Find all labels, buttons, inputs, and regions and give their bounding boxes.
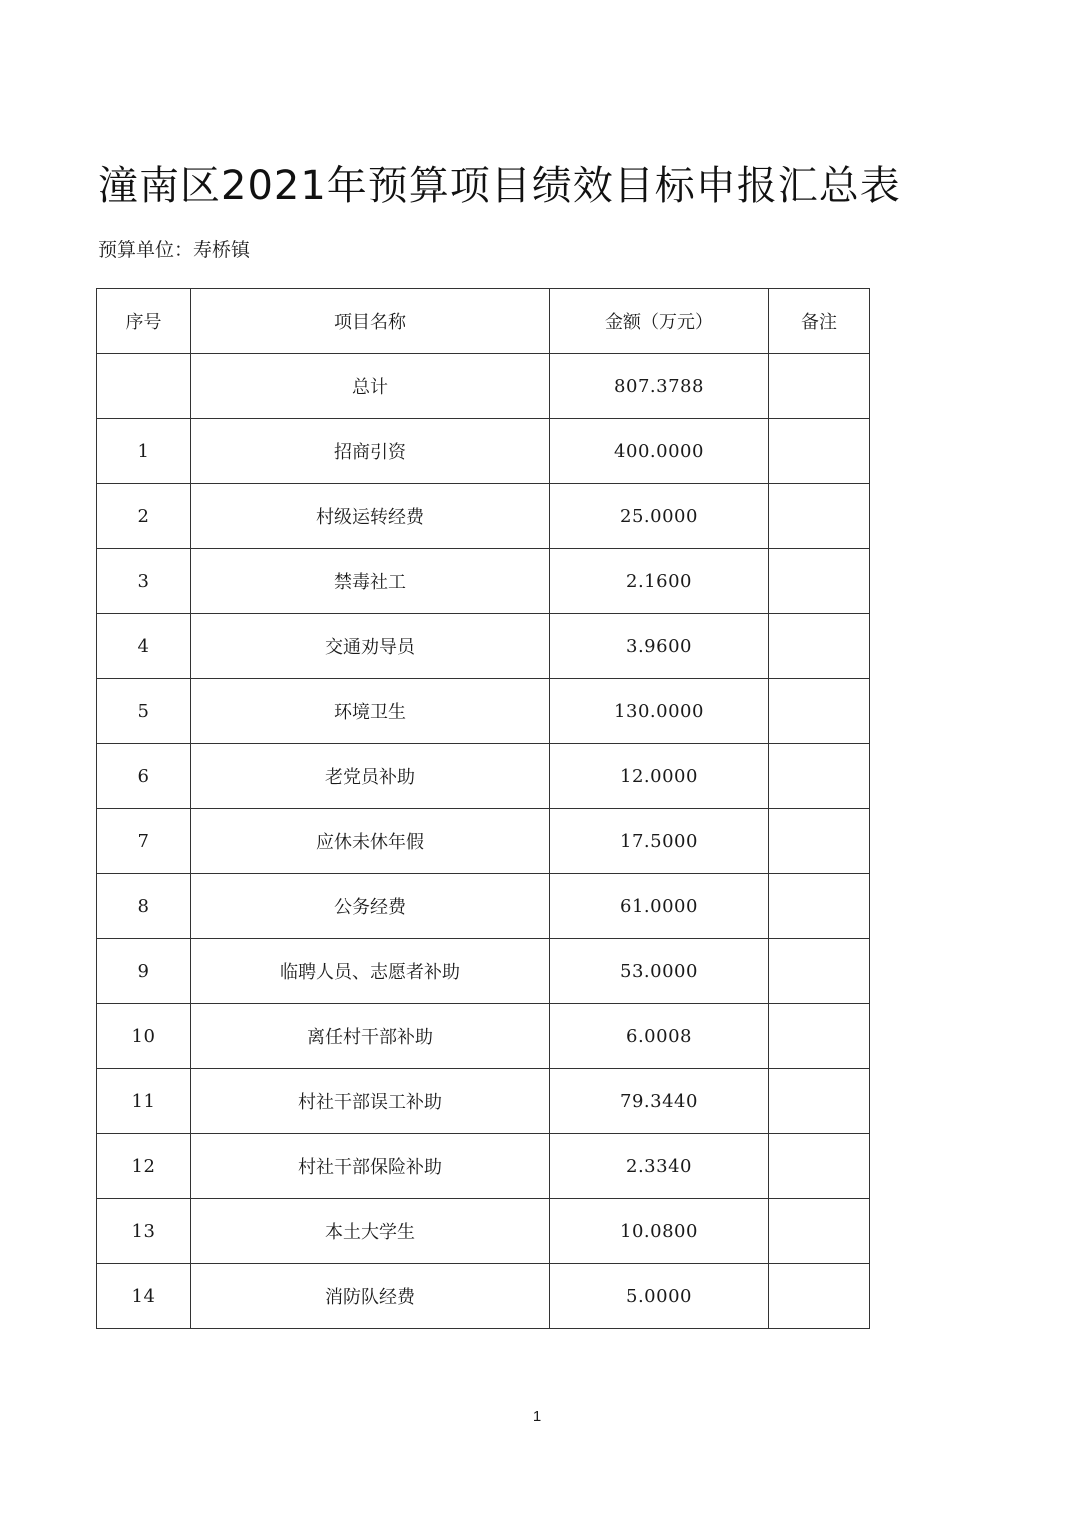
row-amount: 6.0008 (550, 1004, 769, 1069)
row-remarks (769, 809, 870, 874)
row-remarks (769, 484, 870, 549)
document-title: 潼南区2021年预算项目绩效目标申报汇总表 (98, 163, 901, 209)
row-project-name: 离任村干部补助 (191, 1004, 550, 1069)
budget-summary-table (96, 288, 870, 1329)
row-index: 8 (97, 874, 191, 939)
row-amount: 10.0800 (550, 1199, 769, 1264)
row-amount: 17.5000 (550, 809, 769, 874)
row-project-name: 村级运转经费 (191, 484, 550, 549)
row-amount: 2.3340 (550, 1134, 769, 1199)
row-project-name: 招商引资 (191, 419, 550, 484)
total-row (97, 354, 870, 419)
row-project-name: 禁毒社工 (191, 549, 550, 614)
table-row (97, 1134, 870, 1199)
row-amount: 400.0000 (550, 419, 769, 484)
row-project-name: 消防队经费 (191, 1264, 550, 1329)
row-amount: 79.3440 (550, 1069, 769, 1134)
table-row (97, 809, 870, 874)
table-header-row (97, 289, 870, 354)
row-remarks (769, 1199, 870, 1264)
table-row (97, 744, 870, 809)
row-remarks (769, 419, 870, 484)
row-index: 9 (97, 939, 191, 1004)
row-index: 7 (97, 809, 191, 874)
row-project-name: 交通劝导员 (191, 614, 550, 679)
row-index: 10 (97, 1004, 191, 1069)
row-amount: 61.0000 (550, 874, 769, 939)
budget-unit-label: 预算单位：寿桥镇 (98, 239, 251, 261)
row-index: 3 (97, 549, 191, 614)
table-row (97, 874, 870, 939)
row-remarks (769, 1134, 870, 1199)
row-remarks (769, 744, 870, 809)
row-project-name: 本土大学生 (191, 1199, 550, 1264)
row-amount: 25.0000 (550, 484, 769, 549)
row-index: 14 (97, 1264, 191, 1329)
row-remarks (769, 614, 870, 679)
row-index: 1 (97, 419, 191, 484)
row-index: 12 (97, 1134, 191, 1199)
table-row (97, 614, 870, 679)
total-amount: 807.3788 (550, 354, 769, 419)
row-index: 13 (97, 1199, 191, 1264)
row-remarks (769, 874, 870, 939)
row-amount: 53.0000 (550, 939, 769, 1004)
table-row (97, 679, 870, 744)
row-index: 6 (97, 744, 191, 809)
row-project-name: 环境卫生 (191, 679, 550, 744)
row-remarks (769, 1004, 870, 1069)
table-row (97, 1264, 870, 1329)
table-row (97, 939, 870, 1004)
row-amount: 130.0000 (550, 679, 769, 744)
total-remarks (769, 354, 870, 419)
page-number: 1 (532, 1408, 542, 1425)
row-index: 5 (97, 679, 191, 744)
row-project-name: 村社干部误工补助 (191, 1069, 550, 1134)
row-amount: 5.0000 (550, 1264, 769, 1329)
total-index (97, 354, 191, 419)
header-remarks: 备注 (769, 289, 870, 354)
table-row (97, 484, 870, 549)
row-amount: 2.1600 (550, 549, 769, 614)
table-row (97, 1199, 870, 1264)
row-amount: 3.9600 (550, 614, 769, 679)
total-label: 总计 (191, 354, 550, 419)
row-project-name: 应休未休年假 (191, 809, 550, 874)
row-index: 11 (97, 1069, 191, 1134)
header-amount: 金额（万元） (550, 289, 769, 354)
row-remarks (769, 939, 870, 1004)
table-row (97, 1069, 870, 1134)
row-remarks (769, 1069, 870, 1134)
row-amount: 12.0000 (550, 744, 769, 809)
header-index: 序号 (97, 289, 191, 354)
header-project-name: 项目名称 (191, 289, 550, 354)
row-remarks (769, 679, 870, 744)
table-row (97, 549, 870, 614)
row-project-name: 公务经费 (191, 874, 550, 939)
row-project-name: 老党员补助 (191, 744, 550, 809)
row-index: 4 (97, 614, 191, 679)
row-project-name: 临聘人员、志愿者补助 (191, 939, 550, 1004)
table-row (97, 1004, 870, 1069)
row-remarks (769, 1264, 870, 1329)
row-remarks (769, 549, 870, 614)
row-index: 2 (97, 484, 191, 549)
table-row (97, 419, 870, 484)
row-project-name: 村社干部保险补助 (191, 1134, 550, 1199)
